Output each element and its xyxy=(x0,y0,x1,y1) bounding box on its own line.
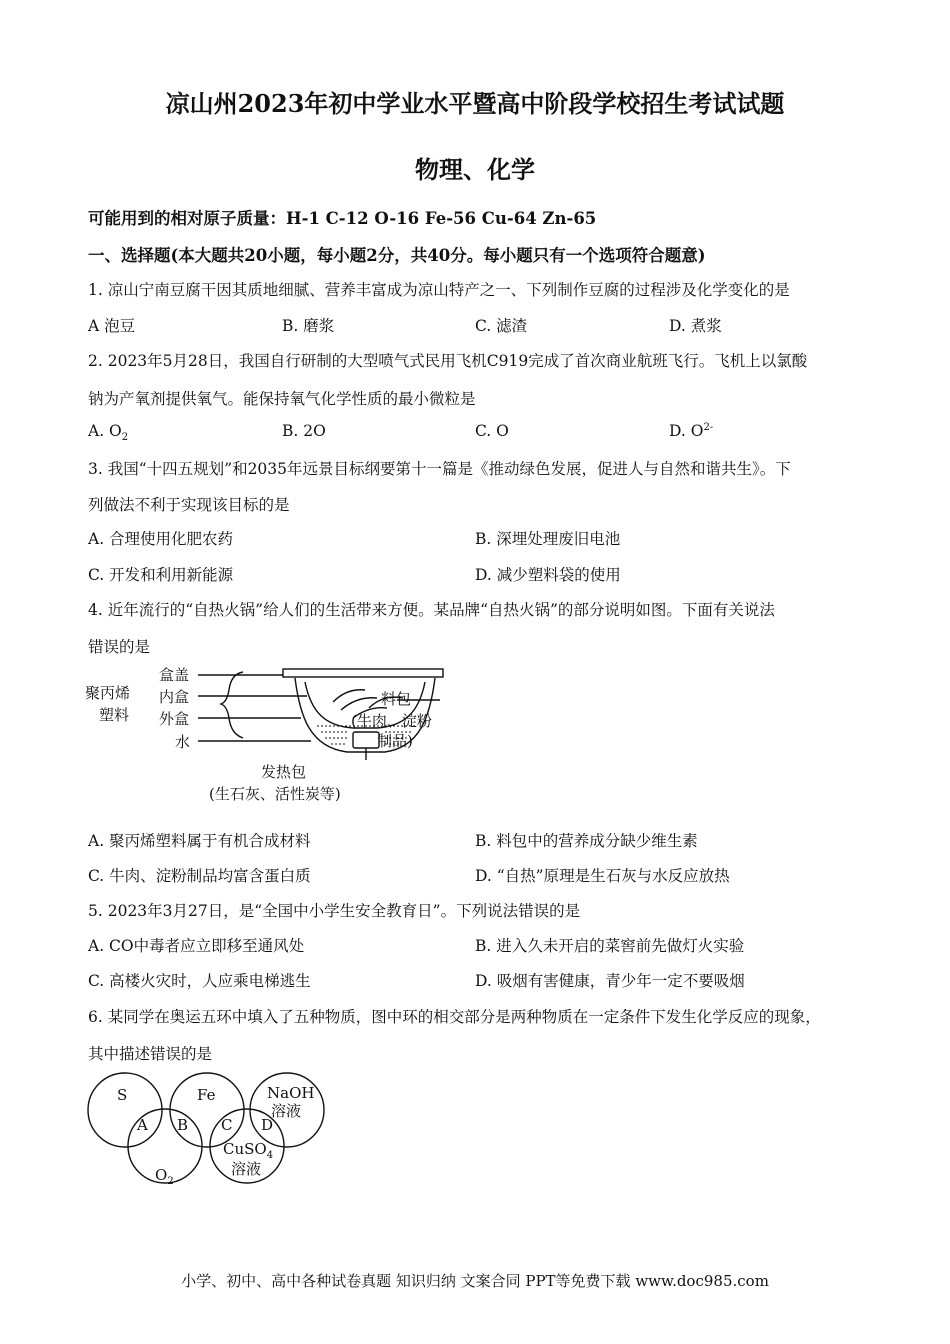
question-2-stem-line1: 2. 2023年5月28日，我国自行研制的大型喷气式民用飞机C919完成了首次商业航班飞行。飞机上以氯酸 xyxy=(88,352,808,370)
fig4-part-outer-box: 外盒 xyxy=(159,710,190,728)
olympic-rings-figure xyxy=(85,1068,345,1188)
fig4-part-water: 水 xyxy=(175,733,191,751)
atomic-masses-line: 可能用到的相对原子质量：H-1 C-12 O-16 Fe-56 Cu-64 Zn-65 xyxy=(88,209,597,228)
q4-option-a: A. 聚丙烯塑料属于有机合成材料 xyxy=(88,832,311,850)
q4-option-d: D. “自热”原理是生石灰与水反应放热 xyxy=(475,867,730,885)
q1-option-d: D. 煮浆 xyxy=(669,317,722,335)
question-1-stem: 1. 凉山宁南豆腐干因其质地细腻、营养丰富成为凉山特产之一、下列制作豆腐的过程涉及化学变化的是 xyxy=(88,281,790,299)
q2-option-c: C. O xyxy=(475,422,509,440)
question-4-stem-line2: 错误的是 xyxy=(88,638,151,656)
intersection-c: C xyxy=(221,1116,233,1134)
fig4-right-label-2: (牛肉、淀粉 xyxy=(351,712,432,730)
heat-pack-shape xyxy=(353,732,379,748)
q3-option-c: C. 开发和利用新能源 xyxy=(88,566,234,584)
ring-label-o2: $O_2$ xyxy=(155,1166,174,1187)
fig4-right-label-3: 制品) xyxy=(377,732,413,750)
intersection-a: A xyxy=(137,1116,148,1134)
fig4-part-inner-box: 内盒 xyxy=(159,688,190,706)
q5-option-b: B. 进入久未开启的菜窖前先做灯火实验 xyxy=(475,937,745,955)
lid-shape xyxy=(283,669,443,677)
intersection-d: D xyxy=(261,1116,274,1134)
q2-option-a: A. $O_2$ xyxy=(88,422,129,444)
intersection-b: B xyxy=(177,1116,189,1134)
fig4-right-label-1: 料包 xyxy=(381,690,412,708)
ring-label-cuso4-solution: 溶液 xyxy=(231,1160,262,1178)
question-3-stem-line1: 3. 我国“十四五规划”和2035年远景目标纲要第十一篇是《推动绿色发展，促进人与自然和谐共生》。下 xyxy=(88,460,791,478)
fig4-left-label-1: 聚丙烯 xyxy=(85,684,131,702)
fig4-left-label-2: 塑料 xyxy=(99,706,130,724)
ring-label-fe: Fe xyxy=(197,1086,216,1104)
exam-title: 凉山州2023年初中学业水平暨高中阶段学校招生考试试题 xyxy=(165,89,785,118)
q2-option-b: B. 2O xyxy=(282,422,326,440)
ring-s xyxy=(88,1073,162,1147)
section1-heading: 一、选择题(本大题共20小题，每小题2分，共40分。每小题只有一个选项符合题意) xyxy=(88,246,706,265)
q1-option-b: B. 磨浆 xyxy=(282,317,335,335)
q5-option-a: A. CO中毒者应立即移至通风处 xyxy=(88,937,305,955)
q4-option-c: C. 牛肉、淀粉制品均富含蛋白质 xyxy=(88,867,311,885)
q2-option-d: D. $O^{2-}$ xyxy=(669,422,714,441)
exam-subtitle: 物理、化学 xyxy=(415,155,535,184)
ring-label-cuso4: CuSO$_4$ xyxy=(223,1140,274,1161)
left-brace xyxy=(221,672,243,738)
ring-label-naoh-solution: 溶液 xyxy=(271,1102,302,1120)
q5-option-c: C. 高楼火灾时，人应乘电梯逃生 xyxy=(88,972,311,990)
q3-option-b: B. 深埋处理废旧电池 xyxy=(475,530,621,548)
fig4-bottom-label-2: (生石灰、活性炭等) xyxy=(209,785,341,803)
fig4-part-lid: 盒盖 xyxy=(159,666,190,684)
question-5-stem: 5. 2023年3月27日，是“全国中小学生安全教育日”。下列说法错误的是 xyxy=(88,902,581,920)
ring-label-naoh: NaOH xyxy=(267,1084,315,1102)
fig4-bottom-label-1: 发热包 xyxy=(261,763,307,781)
ring-fe xyxy=(170,1073,244,1147)
question-4-stem-line1: 4. 近年流行的“自热火锅”给人们的生活带来方便。某品牌“自热火锅”的部分说明如图。下面有关说法 xyxy=(88,601,775,619)
q1-option-c: C. 滤渣 xyxy=(475,317,528,335)
question-6-stem-line1: 6. 某同学在奥运五环中填入了五种物质，图中环的相交部分是两种物质在一定条件下发生化学反应的现象， xyxy=(88,1008,821,1026)
q1-option-a: A 泡豆 xyxy=(88,317,136,335)
question-3-stem-line2: 列做法不利于实现该目标的是 xyxy=(88,496,290,514)
q3-option-d: D. 减少塑料袋的使用 xyxy=(475,566,621,584)
q5-option-d: D. 吸烟有害健康，青少年一定不要吸烟 xyxy=(475,972,745,990)
page-footer: 小学、初中、高中各种试卷真题 知识归纳 文案合同 PPT等免费下载 www.doc985.com xyxy=(181,1272,769,1290)
q3-option-a: A. 合理使用化肥农药 xyxy=(88,530,234,548)
question-6-stem-line2: 其中描述错误的是 xyxy=(88,1045,213,1063)
ring-label-s: S xyxy=(117,1086,128,1104)
question-2-stem-line2: 钠为产氧剂提供氧气。能保持氧气化学性质的最小微粒是 xyxy=(88,390,476,408)
self-heating-hotpot-figure xyxy=(85,662,485,807)
q4-option-b: B. 料包中的营养成分缺少维生素 xyxy=(475,832,698,850)
